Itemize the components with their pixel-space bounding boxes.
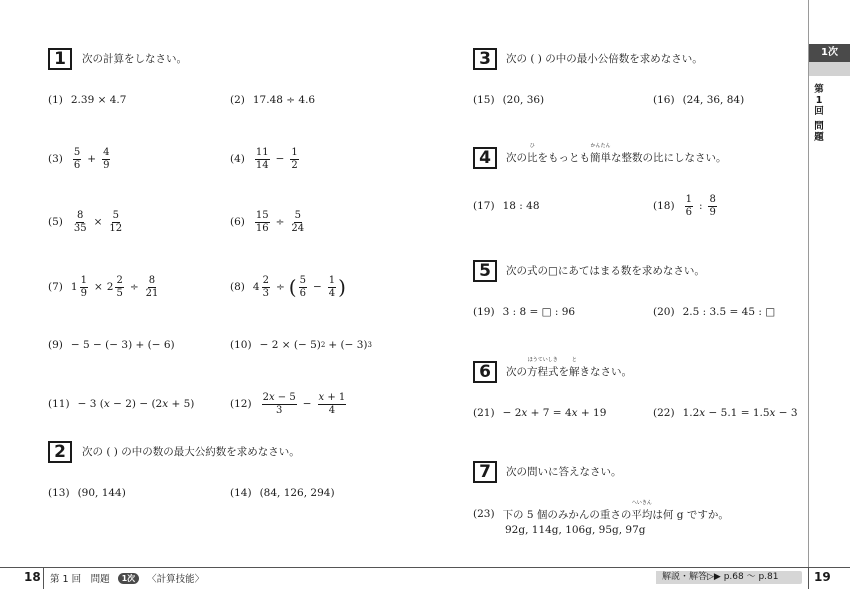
problem-expression: 2.39 × 4.7	[70, 94, 127, 106]
operator: −	[275, 153, 285, 165]
variable: x	[162, 398, 169, 410]
problem-number: (12)	[230, 398, 252, 410]
fraction: $\frac{1}{2}$	[291, 146, 298, 171]
problem-3	[48, 144, 112, 174]
ruby: へいきん	[631, 499, 652, 506]
section-4-number: 4	[473, 147, 497, 169]
problem-16	[653, 85, 744, 115]
fraction: $\frac{5}{6}$	[299, 274, 306, 299]
expr-part: − 3 (	[77, 398, 104, 410]
ruby: ひ	[529, 143, 535, 149]
expr-part: − 5.1 = 1.5	[705, 407, 770, 419]
expr-part: + (− 3)	[328, 339, 368, 351]
operator: ×	[93, 281, 103, 293]
problem-expression: (90, 144)	[77, 487, 126, 499]
footer-divider-left	[43, 567, 44, 589]
problem-expression: (20, 36)	[502, 94, 545, 106]
problem-number: (16)	[653, 94, 675, 106]
ruby: ほうていしき	[527, 357, 558, 363]
operator: ÷	[275, 281, 285, 293]
fraction: $\frac{2}{3}$	[262, 274, 269, 299]
problem-15	[473, 85, 544, 115]
right-paren: )	[338, 275, 346, 299]
fraction: $\frac{2}{5}$	[116, 274, 123, 299]
problem-number: (9)	[48, 339, 63, 351]
operator: :	[698, 200, 703, 212]
problem-number: (20)	[653, 306, 675, 318]
expr-part: − 3	[775, 407, 798, 419]
section-5-instruction: 次の式の□にあてはまる数を求めなさい。	[506, 265, 705, 277]
section-7-instruction: 次の問いに答えなさい。	[506, 466, 622, 478]
fraction: $\frac{15}{16}$	[255, 209, 269, 234]
section-7-number: 7	[473, 461, 497, 483]
problem-8	[230, 272, 346, 302]
operator: ×	[93, 216, 103, 228]
problem-number: (4)	[230, 153, 245, 165]
problem-number: (6)	[230, 216, 245, 228]
variable: x	[521, 407, 528, 419]
left-paren: (	[288, 275, 297, 299]
exponent: 2	[320, 341, 326, 349]
problem-21	[473, 398, 606, 428]
problem-number: (13)	[48, 487, 70, 499]
page-edge-rule	[808, 0, 809, 568]
ruby: かんたん	[590, 143, 611, 149]
edge-tab-shade	[809, 62, 850, 76]
section-3-number: 3	[473, 48, 497, 70]
fraction: $\frac{2x - 5}{3}$	[262, 391, 296, 416]
footer-left-caption: 第 1 回 問題 1次 〈計算技能〉	[50, 573, 205, 585]
problem-expression: (84, 126, 294)	[259, 487, 335, 499]
operator: ÷	[275, 216, 285, 228]
fraction: $\frac{5}{6}$	[73, 146, 81, 171]
variable: x	[571, 407, 578, 419]
problem-number: (2)	[230, 94, 245, 106]
problem-number: (22)	[653, 407, 675, 419]
footer-answer-reference: 解説・解答▷▶ p.68 〜 p.81	[656, 571, 802, 584]
fraction: $\frac{8}{35}$	[73, 209, 87, 234]
fraction: $\frac{8}{9}$	[709, 193, 716, 218]
whole-number: 1	[70, 281, 78, 293]
footer-divider-right	[808, 567, 809, 589]
problem-number: (3)	[48, 153, 63, 165]
variable: x	[769, 407, 776, 419]
problem-expression: 17.48 ÷ 4.6	[252, 94, 316, 106]
variable: x	[699, 407, 706, 419]
edge-vertical-label: 第 1 回 問 題	[814, 84, 824, 143]
problem-number: (18)	[653, 200, 675, 212]
problem-number: (7)	[48, 281, 63, 293]
expr-part: + 7 = 4	[527, 407, 572, 419]
problem-number: (5)	[48, 216, 63, 228]
problem-13	[48, 478, 126, 508]
problem-10	[230, 330, 372, 360]
problem-4	[230, 144, 301, 174]
problem-20	[653, 297, 775, 327]
section-4-instruction: 次の ひ 比をもっとも かんたん 簡単な整数の比にしなさい。	[506, 143, 727, 164]
fraction: $\frac{5}{12}$	[109, 209, 123, 234]
fraction: $\frac{4}{9}$	[103, 146, 110, 171]
problem-text: 下の 5 個のみかんの重さの へいきん 平均は何 g ですか。	[502, 499, 729, 521]
section-3-instruction: 次の ( ) の中の最小公倍数を求めなさい。	[506, 53, 703, 65]
whole-number: 4	[252, 281, 260, 293]
whole-number: 2	[106, 281, 114, 293]
expr-part: + 19	[577, 407, 607, 419]
operator: −	[312, 281, 322, 293]
edge-tab-level: 1次	[809, 44, 850, 62]
problem-18	[653, 191, 719, 221]
expr-part: − 2	[502, 407, 522, 419]
problem-number: (14)	[230, 487, 252, 499]
problem-number: (10)	[230, 339, 252, 351]
problem-23-data: 92g, 114g, 106g, 95g, 97g	[505, 524, 646, 536]
section-2-number: 2	[48, 441, 72, 463]
problem-number: (23)	[473, 508, 495, 520]
expr-part: 1.2	[682, 407, 700, 419]
problem-expression: 3 : 8 = □ : 96	[502, 306, 576, 318]
problem-number: (21)	[473, 407, 495, 419]
expr-part: − 2 × (− 5)	[259, 339, 321, 351]
operator: ÷	[129, 281, 139, 293]
problem-number: (11)	[48, 398, 70, 410]
fraction: $\frac{8}{21}$	[145, 274, 159, 299]
problem-expression: (24, 36, 84)	[682, 94, 745, 106]
variable: x	[103, 398, 110, 410]
expr-part: + 5)	[168, 398, 195, 410]
problem-7	[48, 272, 161, 302]
section-1-instruction: 次の計算をしなさい。	[82, 53, 187, 65]
problem-1	[48, 85, 126, 115]
problem-expression: 2.5 : 3.5 = 45 : □	[682, 306, 776, 318]
problem-19	[473, 297, 575, 327]
problem-number: (19)	[473, 306, 495, 318]
level-pill: 1次	[118, 573, 140, 584]
section-6-number: 6	[473, 361, 497, 383]
section-6-instruction: 次の ほうていしき 方程式を と 解きなさい。	[506, 357, 632, 378]
section-1-number: 1	[48, 48, 72, 70]
page-number-left: 18	[24, 570, 41, 584]
fraction: $\frac{1}{6}$	[685, 193, 692, 218]
fraction: $\frac{5}{24}$	[291, 209, 305, 234]
problem-22	[653, 398, 798, 428]
problem-expression: 18 : 48	[502, 200, 540, 212]
ruby: と	[571, 357, 577, 363]
expr-part: − 2) − (2	[109, 398, 163, 410]
problem-2	[230, 85, 315, 115]
exponent: 3	[367, 341, 372, 349]
operator: +	[87, 153, 97, 165]
fraction: $\frac{x + 1}{4}$	[318, 391, 346, 416]
fraction: $\frac{1}{9}$	[80, 274, 87, 299]
page-number-right: 19	[814, 570, 831, 584]
problem-6	[230, 207, 307, 237]
section-2-instruction: 次の ( ) の中の数の最大公約数を求めなさい。	[82, 446, 300, 458]
problem-number: (8)	[230, 281, 245, 293]
problem-5	[48, 207, 125, 237]
section-5-number: 5	[473, 260, 497, 282]
problem-17	[473, 191, 540, 221]
problem-number: (17)	[473, 200, 495, 212]
operator: −	[302, 398, 312, 410]
fraction: $\frac{1}{4}$	[328, 274, 336, 299]
problem-9	[48, 330, 175, 360]
problem-11	[48, 389, 194, 419]
footer-rule	[0, 567, 850, 568]
problem-number: (15)	[473, 94, 495, 106]
problem-14	[230, 478, 335, 508]
problem-12	[230, 389, 348, 419]
fraction: $\frac{11}{14}$	[255, 146, 269, 171]
problem-expression: − 5 − (− 3) + (− 6)	[70, 339, 175, 351]
problem-number: (1)	[48, 94, 63, 106]
